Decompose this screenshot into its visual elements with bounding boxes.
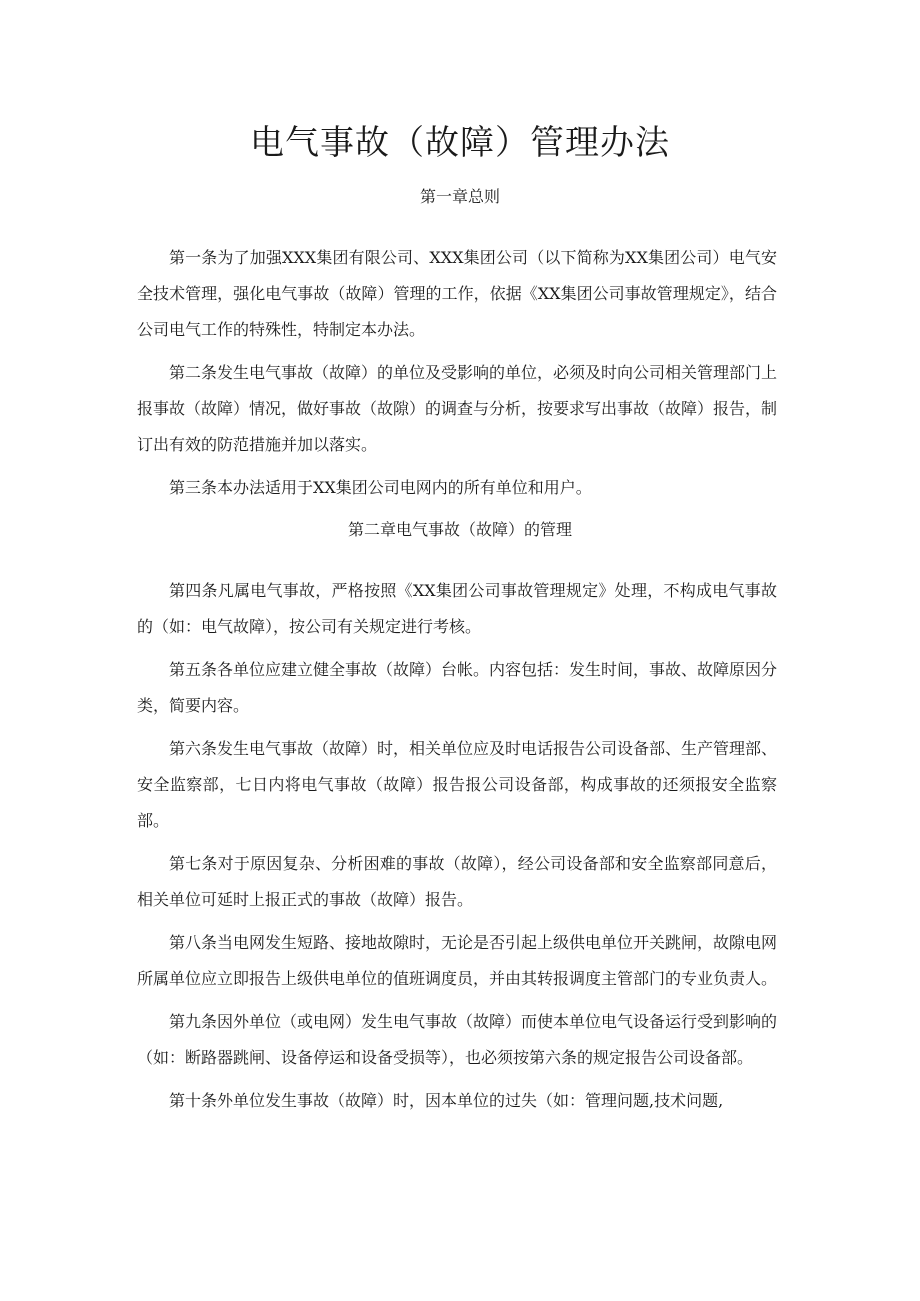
document-title: 电气事故（故障）管理办法: [250, 123, 670, 163]
article-1: 第一条为了加强XXX集团有限公司、XXX集团公司（以下简称为XX集团公司）电气安全技术管理，强化电气事故（故障）管理的工作，依据《XX集团公司事故管理规定》，结合公司电气工作的特殊性，特制定本办法。: [137, 248, 777, 339]
article-9: 第九条因外单位（或电网）发生电气事故（故障）而使本单位电气设备运行受到影响的（如：断路器跳闸、设备停运和设备受损等），也必须按第六条的规定报告公司设备部。: [137, 1012, 778, 1067]
article-5: 第五条各单位应建立健全事故（故障）台帐。内容包括：发生时间，事故、故障原因分类，简要内容。: [137, 660, 778, 715]
chapter-1-heading: 第一章总则: [419, 187, 500, 206]
article-6: 第六条发生电气事故（故障）时，相关单位应及时电话报告公司设备部、生产管理部、安全监察部，七日内将电气事故（故障）报告报公司设备部，构成事故的还须报安全监察部。: [137, 739, 778, 830]
chapter-2-heading: 第二章电气事故（故障）的管理: [347, 520, 572, 539]
chapter-2-body: [137, 573, 777, 1126]
article-8: 第八条当电网发生短路、接地故隙时，无论是否引起上级供电单位开关跳闸，故隙电网所属单位应立即报告上级供电单位的值班调度员，并由其转报调度主管部门的专业负责人。: [137, 933, 778, 988]
article-4: 第四条凡属电气事故，严格按照《XX集团公司事故管理规定》处理，不构成电气事故的（如：电气故障），按公司有关规定进行考核。: [137, 581, 777, 636]
article-2: 第二条发生电气事故（故障）的单位及受影响的单位，必须及时向公司相关管理部门上报事故（故障）情况，做好事故（故隙）的调查与分析，按要求写出事故（故障）报告，制订出有效的防范措施并加以落实。: [137, 363, 778, 454]
chapter-1-body: [137, 240, 777, 513]
article-7: 第七条对于原因复杂、分析困难的事故（故障），经公司设备部和安全监察部同意后，相关单位可延时上报正式的事故（故障）报告。: [137, 854, 777, 909]
article-10: 第十条外单位发生事故（故障）时，因本单位的过失（如：管理问题,技术问题,: [169, 1091, 724, 1110]
article-3: 第三条本办法适用于XX集团公司电网内的所有单位和用户。: [169, 478, 592, 497]
